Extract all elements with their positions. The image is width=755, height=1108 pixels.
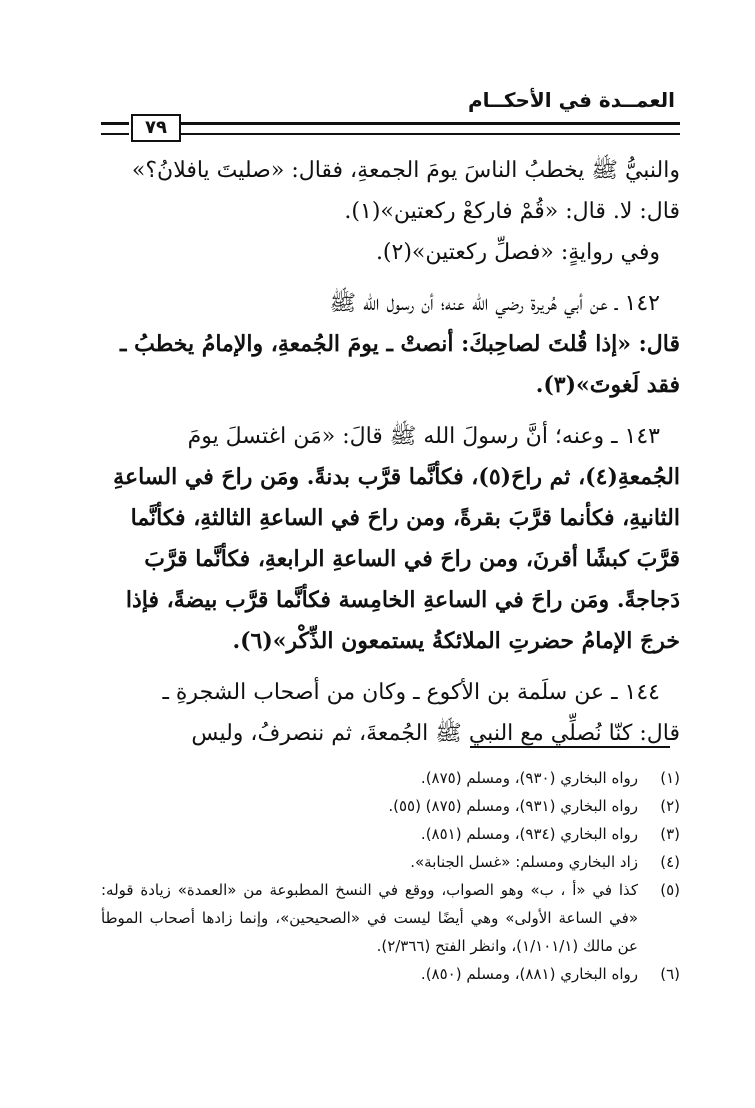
header-rule-right (181, 122, 680, 135)
page-number: ٧٩ (131, 114, 181, 142)
footnote-number: (٤) (660, 853, 680, 871)
footnote-separator (470, 746, 670, 748)
text-line: الجُمعةِ(٤)، ثم راحَ(٥)، فكأنَّما قرَّب بدنةً. ومَن راحَ في الساعةِ (113, 464, 680, 490)
text-line: فقد لَغوتَ»(٣). (535, 372, 680, 398)
footnote-text: زاد البخاري ومسلم: «غسل الجنابة». (410, 853, 638, 871)
text-line: قرَّبَ كبشًا أقرنَ، ومن راحَ في الساعةِ الرابعةِ، فكأنَّما قرَّبَ (144, 546, 680, 572)
footnote-text: رواه البخاري (٩٣١)، ومسلم (٨٧٥) (٥٥). (388, 797, 638, 815)
footnote (101, 848, 680, 876)
footnote (101, 960, 680, 988)
text-line: خرجَ الإمامُ حضرتِ الملائكةُ يستمعون الذِّكْر»(٦). (232, 628, 680, 654)
header-rule-left (101, 122, 129, 135)
footnote (101, 792, 680, 820)
footnote-number: (١) (660, 769, 680, 787)
footnote (101, 876, 680, 960)
text-line: وفي روايةٍ: «فصلِّ ركعتين»(٢). (375, 240, 660, 265)
footnotes (101, 764, 680, 988)
text-line: قال: لا. قال: «قُمْ فاركعْ ركعتين»(١). (344, 199, 680, 224)
paragraph-hadith-143 (101, 416, 680, 662)
paragraph-1 (101, 150, 680, 273)
footnote-text: رواه البخاري (٩٣٠)، ومسلم (٨٧٥). (420, 769, 638, 787)
text-line: ١٤٣ ـ وعنه؛ أنَّ رسولَ الله ﷺ قالَ: «مَن اغتسلَ يومَ (187, 424, 660, 449)
text-line: الثانيةِ، فكأنما قرَّبَ بقرةً، ومن راحَ في الساعةِ الثالثةِ، فكأنَّما (130, 505, 680, 531)
paragraph-hadith-142 (101, 283, 680, 406)
footnote-number: (٢) (660, 797, 680, 815)
footnote-number: (٣) (660, 825, 680, 843)
footnote-number: (٦) (660, 965, 680, 983)
text-line: ١٤٢ ـ عن أبي هُريرة رضي الله عنه؛ أن رسول الله ﷺ (329, 291, 660, 316)
text-line: ١٤٤ ـ عن سلَمة بن الأكوع ـ وكان من أصحاب الشجرةِ ـ (162, 680, 660, 705)
footnote (101, 764, 680, 792)
footnote-text: كذا في «أ ، ب» وهو الصواب، ووقع في النسخ المطبوعة من «العمدة» زيادة قوله: «في الساعة الأولى» وهي أيضًا ليست في «الصحيحين»، وإنما زادها أصحاب الموطأ عن مالك (١/١٠١/١)، وانظر الفتح (٢/٣٦٦). (101, 881, 638, 955)
text-line: قال: كنّا نُصلِّي مع النبي ﷺ الجُمعةَ، ثم ننصرفُ، وليس (191, 721, 680, 746)
main-text (101, 150, 680, 764)
text-line: قال: «إذا قُلتَ لصاحِبكَ: أنصتْ ـ يومَ الجُمعةِ، والإمامُ يخطبُ ـ (119, 331, 680, 357)
footnote-text: رواه البخاري (٨٨١)، ومسلم (٨٥٠). (420, 965, 638, 983)
footnote (101, 820, 680, 848)
paragraph-hadith-144 (101, 672, 680, 754)
text-line: دَجاجةً. ومَن راحَ في الساعةِ الخامِسة فكأنَّما قرَّب بيضةً، فإذا (125, 587, 680, 613)
footnote-text: رواه البخاري (٩٣٤)، ومسلم (٨٥١). (420, 825, 638, 843)
footnote-number: (٥) (660, 881, 680, 899)
running-head: العمــدة في الأحكــام (468, 88, 675, 112)
text-line: والنبيُّ ﷺ يخطبُ الناسَ يومَ الجمعةِ، فقال: «صليتَ يافلانُ؟» (131, 158, 680, 183)
